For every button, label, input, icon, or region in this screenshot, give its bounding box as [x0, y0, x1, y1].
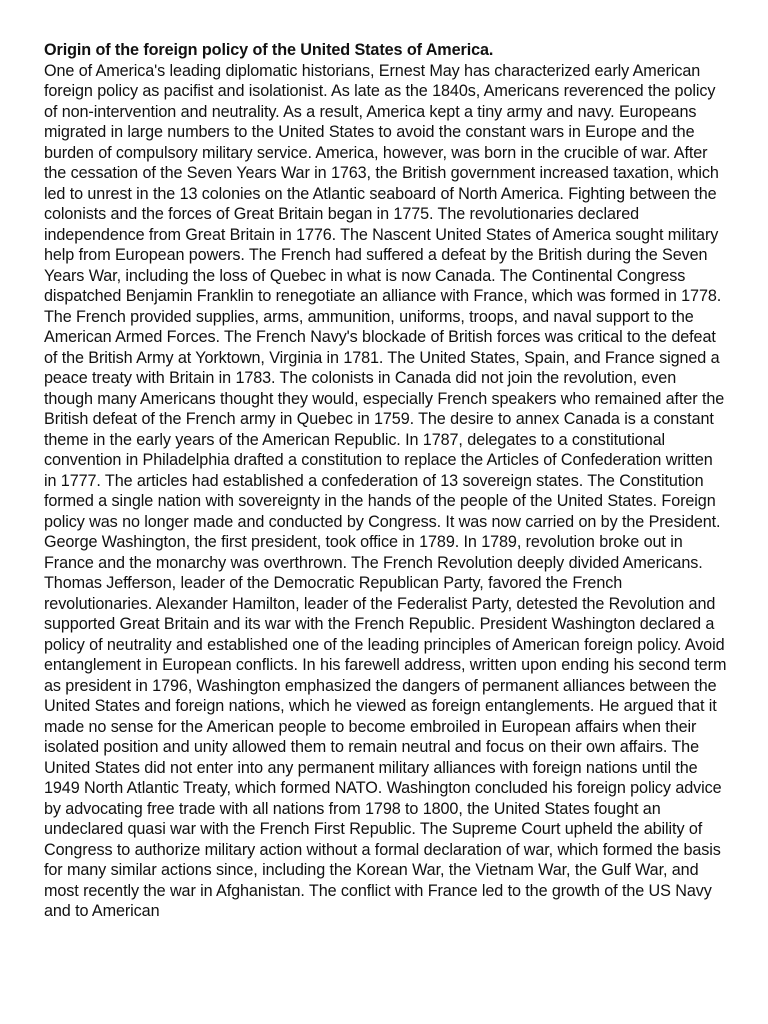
document-body: One of America's leading diplomatic historians, Ernest May has characterized early American foreign policy as pacifist and isolationist. As late as the 1840s, Americans reverenced the policy of non-intervention and neutrality. As a result, America kept a tiny army and navy. Europeans migrated in large numbers to the United States to avoid the constant wars in Europe and the burden of compulsory military service. America, however, was born in the crucible of war. After the cessation of the Seven Years War in 1763, the British government increased taxation, which led to unrest in the 13 colonies on the Atlantic seaboard of North America. Fighting between the colonists and the forces of Great Britain began in 1775. The revolutionaries declared independence from Great Britain in 1776. The Nascent United States of America sought military help from European powers. The French had suffered a defeat by the British during the Seven Years War, including the loss of Quebec in what is now Canada. The Continental Congress dispatched Benjamin Franklin to renegotiate an alliance with France, which was formed in 1778. The French provided supplies, arms, ammunition, uniforms, troops, and naval support to the American Armed Forces. The French Navy's blockade of British forces was critical to the defeat of the British Army at Yorktown, Virginia in 1781. The United States, Spain, and France signed a peace treaty with Britain in 1783. The colonists in Canada did not join the revolution, even though many Americans thought they would, especially French speakers who remained after the British defeat of the French army in Quebec in 1759. The desire to annex Canada is a constant theme in the early years of the American Republic. In 1787, delegates to a constitutional convention in Philadelphia drafted a constitution to replace the Articles of Confederation written in 1777. The articles had established a confederation of 13 sovereign states. The Constitution formed a single nation with sovereignty in the hands of the people of the United States. Foreign policy was no longer made and conducted by Congress. It was now carried on by the President. George Washington, the first president, took office in 1789. In 1789, revolution broke out in France and the monarchy was overthrown. The French Revolution deeply divided Americans. Thomas Jefferson, leader of the Democratic Republican Party, favored the French revolutionaries. Alexander Hamilton, leader of the Federalist Party, detested the Revolution and supported Great Britain and its war with the French Republic. President Washington declared a policy of neutrality and established one of the leading principles of American foreign policy. Avoid entanglement in European conflicts. In his farewell address, written upon ending his second term as president in 1796, Washington emphasized the dangers of permanent alliances between the United States and foreign nations, which he viewed as foreign entanglements. He argued that it made no sense for the American people to become embroiled in European affairs when their isolated position and unity allowed them to remain neutral and focus on their own affairs. The United States did not enter into any permanent military alliances with foreign nations until the 1949 North Atlantic Treaty, which formed NATO. Washington concluded his foreign policy advice by advocating free trade with all nations from 1798 to 1800, the United States fought an undeclared quasi war with the French First Republic. The Supreme Court upheld the ability of Congress to authorize military action without a formal declaration of war, which formed the basis for many similar actions since, including the Korean War, the Vietnam War, the Gulf War, and most recently the war in Afghanistan. The conflict with France led to the growth of the US Navy and to American: [44, 61, 727, 920]
document-title: Origin of the foreign policy of the United States of America.: [44, 41, 494, 59]
